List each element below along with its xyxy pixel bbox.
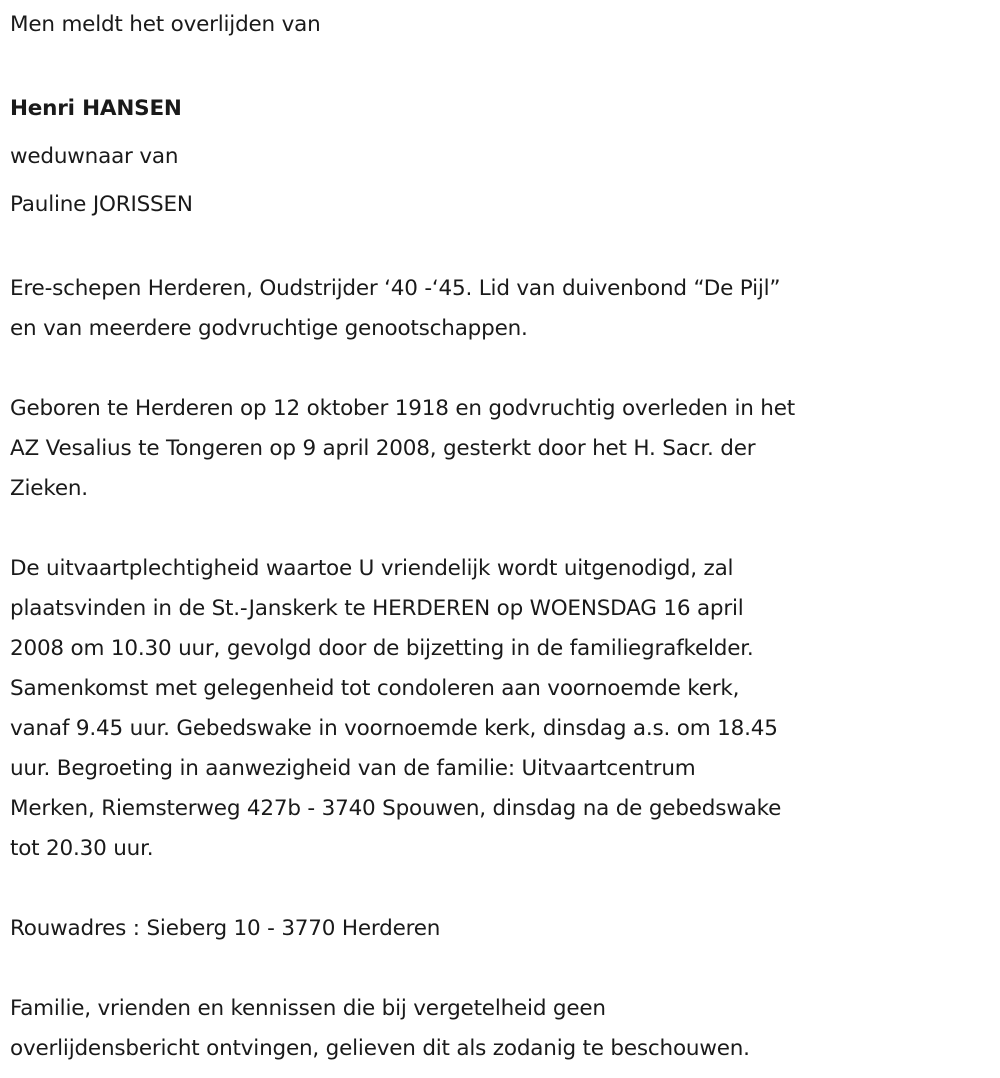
relation-text: weduwnaar van <box>10 144 179 169</box>
text-line: Geboren te Herderen op 12 oktober 1918 en godvruchtig overleden in het <box>10 396 795 421</box>
spouse-name: Pauline JORISSEN <box>10 192 193 217</box>
deceased-name: Henri HANSEN <box>10 96 182 121</box>
text-line: Merken, Riemsterweg 427b - 3740 Spouwen, dinsdag na de gebedswake <box>10 796 782 821</box>
text-line: 2008 om 10.30 uur, gevolgd door de bijzetting in de familiegrafkelder. <box>10 636 754 661</box>
birth-death-paragraph <box>10 389 1000 509</box>
text-line: plaatsvinden in de St.-Janskerk te HERDEREN op WOENSDAG 16 april <box>10 596 744 621</box>
text-line: en van meerdere godvruchtige genootschappen. <box>10 316 528 341</box>
text-line: overlijdensbericht ontvingen, gelieven dit als zodanig te beschouwen. <box>10 1036 750 1061</box>
biography-paragraph <box>10 269 1000 349</box>
text-line: vanaf 9.45 uur. Gebedswake in voornoemde kerk, dinsdag a.s. om 18.45 <box>10 716 778 741</box>
text-line: AZ Vesalius te Tongeren op 9 april 2008, gesterkt door het H. Sacr. der <box>10 436 756 461</box>
intro-paragraph <box>10 5 1000 45</box>
text-line: Rouwadres : Sieberg 10 - 3770 Herderen <box>10 916 441 941</box>
text-line: De uitvaartplechtigheid waartoe U vriendelijk wordt uitgenodigd, zal <box>10 556 734 581</box>
funeral-details-paragraph <box>10 549 1000 869</box>
name-block <box>10 85 1000 229</box>
address-paragraph <box>10 909 1000 949</box>
text-line: Samenkomst met gelegenheid tot condoleren aan voornoemde kerk, <box>10 676 740 701</box>
text-line: Ere-schepen Herderen, Oudstrijder ‘40 -‘45. Lid van duivenbond “De Pijl” <box>10 276 781 301</box>
text-line: uur. Begroeting in aanwezigheid van de familie: Uitvaartcentrum <box>10 756 696 781</box>
text-line: tot 20.30 uur. <box>10 836 154 861</box>
text-line: Familie, vrienden en kennissen die bij vergetelheid geen <box>10 996 606 1021</box>
closing-paragraph <box>10 989 1000 1069</box>
text-line: Zieken. <box>10 476 88 501</box>
intro-text: Men meldt het overlijden van <box>10 12 321 37</box>
